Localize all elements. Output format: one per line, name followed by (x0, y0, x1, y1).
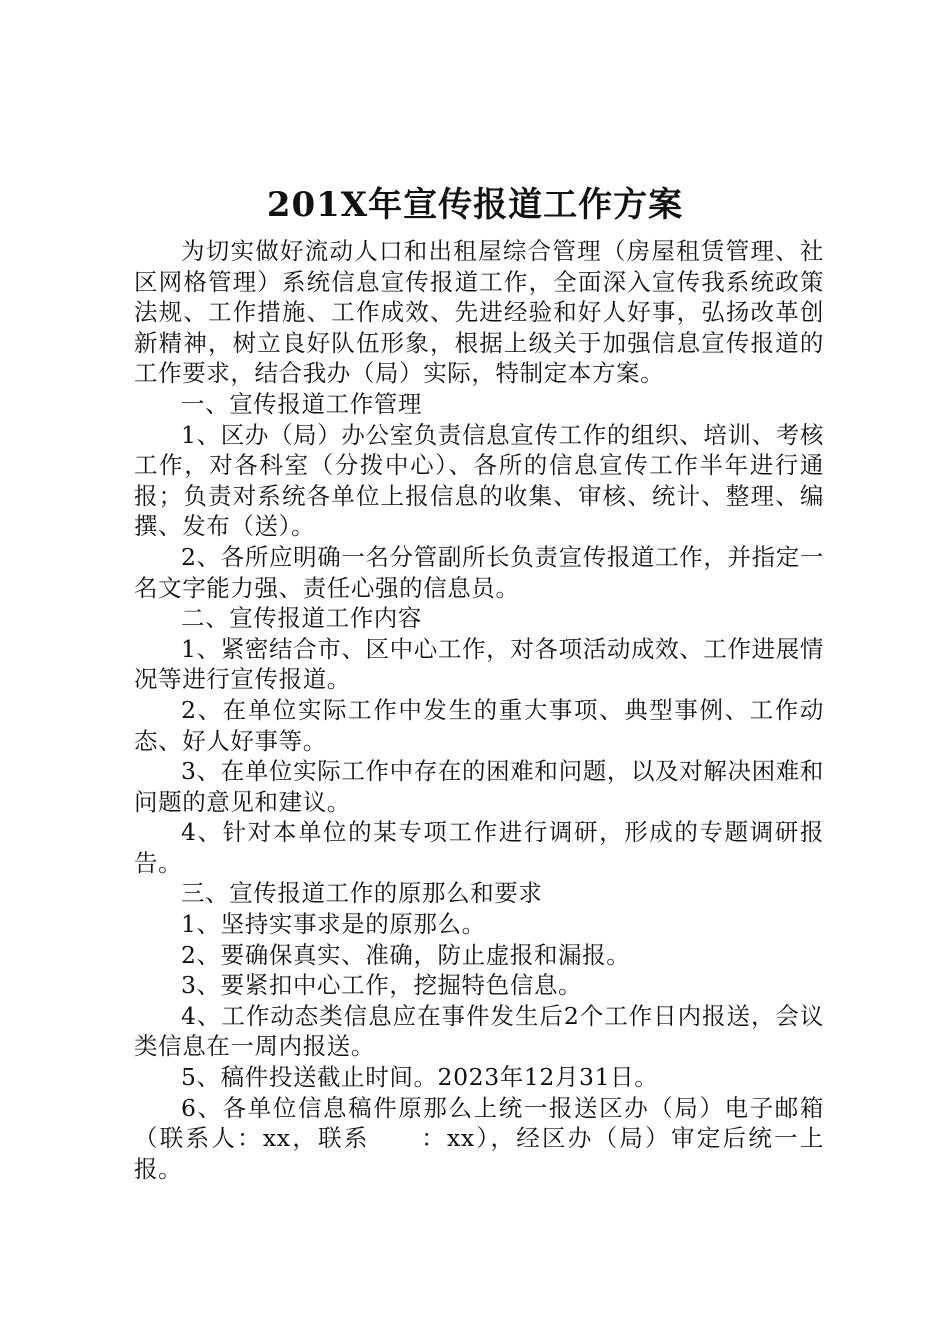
section3-item-4: 4、工作动态类信息应在事件发生后2个工作日内报送，会议类信息在一周内报送。 (134, 1001, 824, 1061)
section3-item-3: 3、要紧扣中心工作，挖掘特色信息。 (181, 971, 583, 1000)
section2-item-1: 1、紧密结合市、区中心工作，对各项活动成效、工作进展情况等进行宣传报道。 (134, 634, 824, 694)
section2-item-2: 2、在单位实际工作中发生的重大事项、典型事例、工作动态、好人好事等。 (134, 695, 824, 755)
document-body (134, 236, 824, 1184)
section-heading-1: 一、宣传报道工作管理 (181, 389, 422, 418)
section-heading-2: 二、宣传报道工作内容 (181, 604, 422, 633)
section2-item-3: 3、在单位实际工作中存在的困难和问题，以及对解决困难和问题的意见和建议。 (134, 757, 824, 816)
document-title: 201X年宣传报道工作方案 (266, 185, 684, 225)
section3-item-6: 6、各单位信息稿件原那么上统一报送区办（局）电子邮箱（联系人：xx，联系 ：xx），经区办（局）审定后统一上报。 (134, 1093, 824, 1183)
section1-item-2: 2、各所应明确一名分管副所长负责宣传报道工作，并指定一名文字能力强、责任心强的信息员。 (134, 542, 824, 602)
section3-item-2: 2、要确保真实、准确，防止虚报和漏报。 (181, 940, 631, 969)
intro-paragraph: 为切实做好流动人口和出租屋综合管理（房屋租赁管理、社区网格管理）系统信息宣传报道工作，全面深入宣传我系统政策法规、工作措施、工作成效、先进经验和好人好事，弘扬改革创新精神，树立良好队伍形象，根据上级关于加强信息宣传报道的工作要求，结合我办（局）实际，特制定本方案。 (134, 237, 824, 388)
section-heading-3: 三、宣传报道工作的原那么和要求 (181, 879, 543, 908)
section3-item-1: 1、坚持实事求是的原那么。 (181, 910, 486, 939)
section2-item-4: 4、针对本单位的某专项工作进行调研，形成的专题调研报告。 (134, 818, 824, 877)
section1-item-1: 1、区办（局）办公室负责信息宣传工作的组织、培训、考核工作，对各科室（分拨中心）、各所的信息宣传工作半年进行通报；负责对系统各单位上报信息的收集、审核、统计、整理、编撰、发布（送）。 (134, 420, 824, 541)
section3-item-5: 5、稿件投送截止时间。2023年12月31日。 (181, 1063, 659, 1092)
